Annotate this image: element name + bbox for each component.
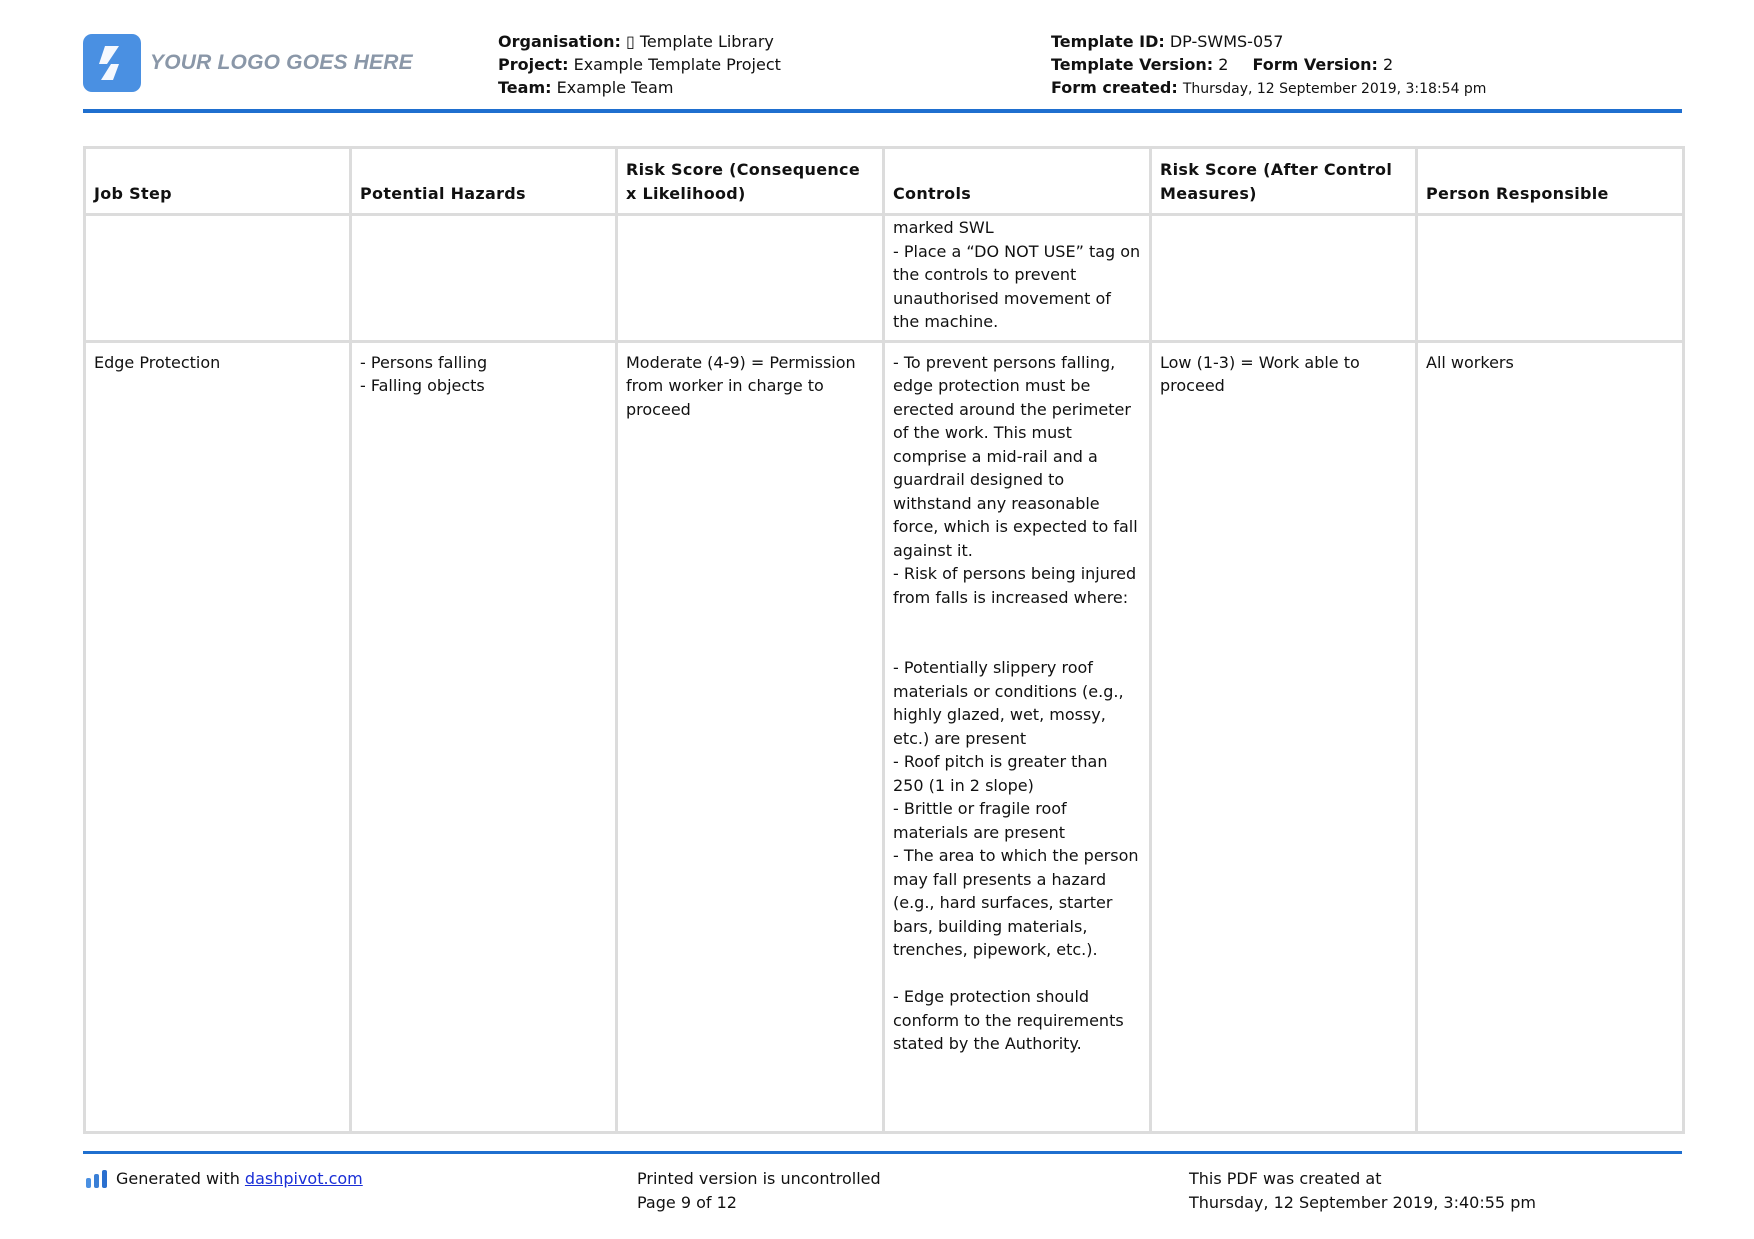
hazards-cell: [351, 341, 617, 1132]
form-created-value: Thursday, 12 September 2019, 3:18:54 pm: [1182, 81, 1487, 97]
pdf-created-value: Thursday, 12 September 2019, 3:40:55 pm: [1189, 1192, 1536, 1212]
dashpivot-link[interactable]: dashpivot.com: [244, 1169, 363, 1188]
job-step-cell: Edge Protection: [85, 341, 351, 1132]
footer-divider: [83, 1151, 1682, 1154]
page-number: Page 9 of 12: [637, 1192, 737, 1212]
dashpivot-bars-icon: [86, 1170, 108, 1188]
generated-with-text: Generated with: [116, 1169, 240, 1188]
header-divider: [83, 109, 1682, 113]
controls-line: - Roof pitch is greater than 250 (1 in 2 slope): [893, 752, 1108, 795]
template-version-label: Template Version:: [1051, 55, 1214, 74]
footer-generated: [86, 1167, 363, 1190]
form-version-label: Form Version:: [1252, 55, 1378, 74]
column-header-job-step: Job Step: [85, 148, 351, 215]
controls-line: - The area to which the person may fall presents a hazard (e.g., hard surfaces, starter bars, building materials, trenches, pipework, etc.).: [893, 846, 1139, 959]
template-version-value: 2: [1218, 55, 1229, 74]
project-label: Project:: [498, 55, 569, 74]
project-value: Example Template Project: [573, 55, 781, 74]
template-meta: [1051, 30, 1486, 101]
project-meta: [498, 30, 781, 99]
logo-mark-icon: [83, 34, 141, 92]
hazard-item: - Falling objects: [360, 376, 485, 395]
organisation-value: ▯ Template Library: [625, 32, 774, 51]
controls-line: marked SWL: [893, 218, 994, 237]
column-header-person-responsible: Person Responsible: [1417, 148, 1684, 215]
logo-text: YOUR LOGO GOES HERE: [150, 51, 413, 74]
column-header-risk-score: Risk Score (Consequence x Likelihood): [617, 148, 884, 215]
uncontrolled-note: Printed version is uncontrolled: [637, 1169, 881, 1188]
column-header-risk-score-after: Risk Score (After Control Measures): [1151, 148, 1417, 215]
pdf-created-label: This PDF was created at: [1189, 1169, 1382, 1188]
table-row: [85, 215, 1684, 342]
footer-pdf-created: [1189, 1167, 1536, 1214]
table-header-row: [85, 148, 1684, 215]
person-cell: [1417, 215, 1684, 342]
job-step-cell: [85, 215, 351, 342]
organisation-label: Organisation:: [498, 32, 621, 51]
form-created-label: Form created:: [1051, 78, 1178, 97]
controls-line: - Brittle or fragile roof materials are present: [893, 799, 1067, 842]
template-id-label: Template ID:: [1051, 32, 1165, 51]
controls-line: - Potentially slippery roof materials or conditions (e.g., highly glazed, wet, mossy, etc.) are present: [893, 658, 1124, 748]
controls-line: - Edge protection should conform to the requirements stated by the Authority.: [893, 987, 1124, 1053]
company-logo: [83, 34, 413, 92]
hazards-cell: [351, 215, 617, 342]
person-cell: All workers: [1417, 341, 1684, 1132]
controls-cell: [884, 215, 1151, 342]
risk-after-cell: [1151, 215, 1417, 342]
hazard-item: - Persons falling: [360, 352, 488, 372]
column-header-controls: Controls: [884, 148, 1151, 215]
footer-print-info: [637, 1167, 881, 1214]
swms-table: [83, 146, 1685, 1134]
controls-line: - Risk of persons being injured from falls is increased where:: [893, 564, 1137, 607]
team-value: Example Team: [556, 78, 674, 97]
risk-score-cell: [617, 215, 884, 342]
risk-score-cell: Moderate (4-9) = Permission from worker in charge to proceed: [617, 341, 884, 1132]
team-label: Team:: [498, 78, 552, 97]
column-header-potential-hazards: Potential Hazards: [351, 148, 617, 215]
controls-line: - To prevent persons falling, edge protection must be erected around the perimeter of the work. This must comprise a mid-rail and a guardrail designed to withstand any reasonable force, which is expected to fall against it.: [893, 352, 1138, 560]
controls-line: - Place a “DO NOT USE” tag on the controls to prevent unauthorised movement of the machine.: [893, 241, 1141, 331]
swms-table-wrap: [83, 146, 1682, 1134]
risk-after-cell: Low (1-3) = Work able to proceed: [1151, 341, 1417, 1132]
table-row: [85, 341, 1684, 1132]
page-header: [83, 26, 1682, 110]
controls-cell: [884, 341, 1151, 1132]
template-id-value: DP-SWMS-057: [1169, 32, 1284, 51]
form-version-value: 2: [1382, 55, 1394, 74]
